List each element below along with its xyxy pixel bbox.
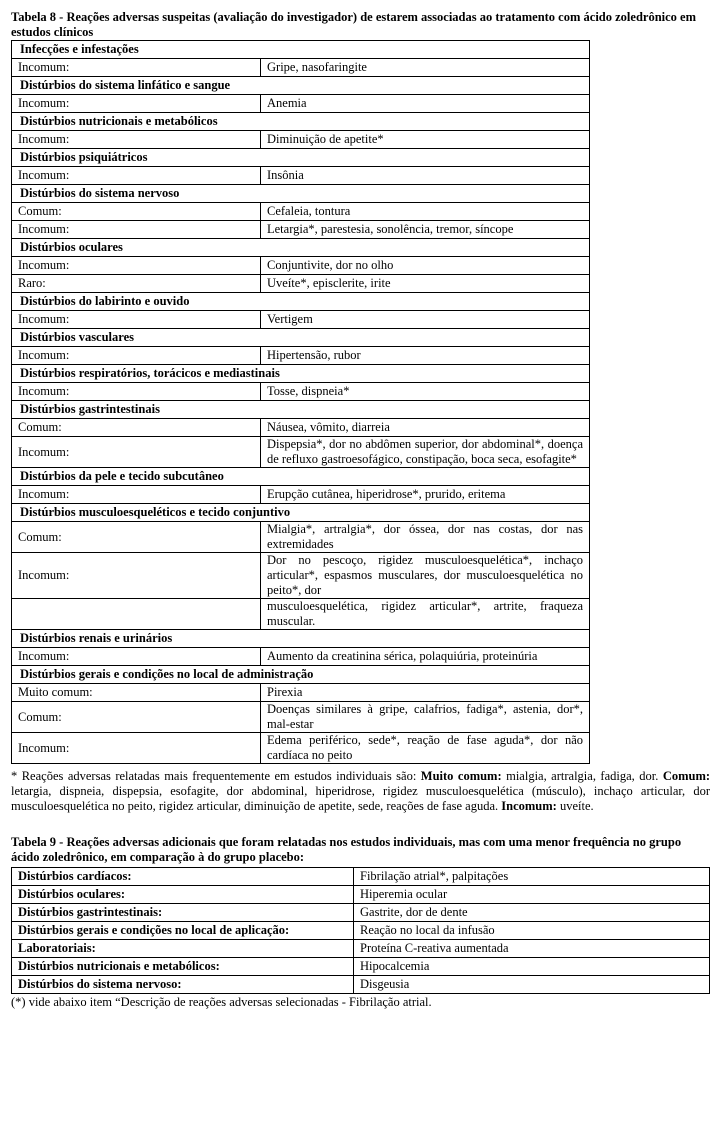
reactions-cell: Vertigem	[261, 311, 590, 329]
note-uncommon-label: Incomum:	[501, 799, 557, 813]
section-header-row	[12, 365, 590, 383]
table9-footnote: (*) vide abaixo item “Descrição de reações adversas selecionadas - Fibrilação atrial.	[11, 995, 432, 1009]
frequency-cell: Incomum:	[12, 167, 261, 185]
table-row	[12, 886, 710, 904]
reactions-cell: Disgeusia	[354, 976, 710, 994]
reactions-cell: Hiperemia ocular	[354, 886, 710, 904]
section-header-row	[12, 149, 590, 167]
table-row	[12, 203, 590, 221]
table-row	[12, 940, 710, 958]
section-header-row	[12, 239, 590, 257]
frequency-cell: Comum:	[12, 522, 261, 553]
reactions-cell: Letargia*, parestesia, sonolência, tremor, síncope	[261, 221, 590, 239]
reactions-cell: Mialgia*, artralgia*, dor óssea, dor nas costas, dor nas extremidades	[261, 522, 590, 553]
section-header-row	[12, 41, 590, 59]
section-title: Distúrbios gerais e condições no local de administração	[12, 666, 590, 684]
table-row	[12, 419, 590, 437]
section-title: Distúrbios do labirinto e ouvido	[12, 293, 590, 311]
frequency-cell: Incomum:	[12, 311, 261, 329]
section-title: Distúrbios gastrintestinais	[12, 401, 590, 419]
section-header-row	[12, 504, 590, 522]
reactions-cell: Hipocalcemia	[354, 958, 710, 976]
category-cell: Distúrbios oculares:	[12, 886, 354, 904]
frequency-cell: Raro:	[12, 275, 261, 293]
table-row	[12, 486, 590, 504]
frequency-cell: Incomum:	[12, 131, 261, 149]
table-row	[12, 311, 590, 329]
table-row	[12, 648, 590, 666]
table-row	[12, 437, 590, 468]
reactions-cell: Edema periférico, sede*, reação de fase aguda*, dor não cardíaca no peito	[261, 733, 590, 764]
frequency-cell: Incomum:	[12, 95, 261, 113]
reactions-cell: Insônia	[261, 167, 590, 185]
table-row	[12, 868, 710, 886]
frequency-cell: Muito comum:	[12, 684, 261, 702]
frequency-cell: Incomum:	[12, 347, 261, 365]
reactions-cell: Anemia	[261, 95, 590, 113]
note-common-text: letargia, dispneia, dispepsia, esofagite, dor abdominal, hiperidrose, rigidez musculoesquelética (músculo), inchaço articular, dor musculoesquelética no peito, rigidez articular, diminuição de apetite, sede, reações de fase aguda.	[11, 784, 710, 813]
table8-caption: Tabela 8 - Reações adversas suspeitas (avaliação do investigador) de estarem associadas ao tratamento com ácido zoledrônico em estudos clínicos	[11, 10, 696, 39]
frequency-cell: Incomum:	[12, 648, 261, 666]
table-row	[12, 131, 590, 149]
frequency-cell: Incomum:	[12, 486, 261, 504]
table-row	[12, 522, 590, 553]
category-cell: Laboratoriais:	[12, 940, 354, 958]
additional-reactions-table	[11, 867, 710, 994]
reactions-cell: musculoesquelética, rigidez articular*, artrite, fraqueza muscular.	[261, 599, 590, 630]
table-row	[12, 347, 590, 365]
section-header-row	[12, 113, 590, 131]
reactions-cell: Conjuntivite, dor no olho	[261, 257, 590, 275]
reactions-cell: Pirexia	[261, 684, 590, 702]
reactions-cell: Reação no local da infusão	[354, 922, 710, 940]
section-header-row	[12, 293, 590, 311]
reactions-cell: Fibrilação atrial*, palpitações	[354, 868, 710, 886]
table-row	[12, 221, 590, 239]
frequency-cell: Incomum:	[12, 383, 261, 401]
section-header-row	[12, 666, 590, 684]
reactions-cell: Aumento da creatinina sérica, polaquiúria, proteinúria	[261, 648, 590, 666]
section-title: Distúrbios oculares	[12, 239, 590, 257]
section-title: Distúrbios renais e urinários	[12, 630, 590, 648]
reactions-cell: Uveíte*, episclerite, irite	[261, 275, 590, 293]
table-row	[12, 958, 710, 976]
section-header-row	[12, 185, 590, 203]
section-title: Distúrbios da pele e tecido subcutâneo	[12, 468, 590, 486]
section-header-row	[12, 630, 590, 648]
frequency-cell: Incomum:	[12, 437, 261, 468]
section-title: Distúrbios nutricionais e metabólicos	[12, 113, 590, 131]
note-very-common-text: mialgia, artralgia, fadiga, dor.	[506, 769, 659, 783]
table-row	[12, 95, 590, 113]
frequency-cell: Incomum:	[12, 733, 261, 764]
reactions-cell: Náusea, vômito, diarreia	[261, 419, 590, 437]
table-row	[12, 59, 590, 77]
reactions-cell: Erupção cutânea, hiperidrose*, prurido, eritema	[261, 486, 590, 504]
note-common-label: Comum:	[662, 769, 711, 783]
section-title: Infecções e infestações	[12, 41, 590, 59]
reactions-cell: Cefaleia, tontura	[261, 203, 590, 221]
reactions-cell: Gastrite, dor de dente	[354, 904, 710, 922]
reactions-cell: Dor no pescoço, rigidez musculoesquelética*, inchaço articular*, espasmos musculares, dor musculoesquelética no peito*, dor	[261, 553, 590, 599]
category-cell: Distúrbios do sistema nervoso:	[12, 976, 354, 994]
document-page	[11, 10, 711, 1010]
note-uncommon-text: uveíte.	[559, 799, 594, 813]
frequency-cell: Incomum:	[12, 257, 261, 275]
note-very-common-label: Muito comum:	[420, 769, 502, 783]
category-cell: Distúrbios nutricionais e metabólicos:	[12, 958, 354, 976]
reactions-cell: Dispepsia*, dor no abdômen superior, dor abdominal*, doença de refluxo gastroesofágico, constipação, boca seca, esofagite*	[261, 437, 590, 468]
table-row	[12, 257, 590, 275]
table-row	[12, 684, 590, 702]
note-intro: * Reações adversas relatadas mais frequentemente em estudos individuais são:	[11, 769, 417, 783]
frequency-cell: Incomum:	[12, 553, 261, 599]
table-row	[12, 976, 710, 994]
category-cell: Distúrbios cardíacos:	[12, 868, 354, 886]
section-title: Distúrbios do sistema nervoso	[12, 185, 590, 203]
table-row	[12, 904, 710, 922]
table-row	[12, 599, 590, 630]
category-cell: Distúrbios gerais e condições no local de aplicação:	[12, 922, 354, 940]
table8-footnote	[11, 769, 710, 814]
reactions-cell: Tosse, dispneia*	[261, 383, 590, 401]
table-row	[12, 922, 710, 940]
section-title: Distúrbios do sistema linfático e sangue	[12, 77, 590, 95]
frequency-cell: Incomum:	[12, 59, 261, 77]
reactions-cell: Gripe, nasofaringite	[261, 59, 590, 77]
section-header-row	[12, 401, 590, 419]
frequency-cell: Comum:	[12, 203, 261, 221]
section-title: Distúrbios respiratórios, torácicos e mediastinais	[12, 365, 590, 383]
reactions-cell: Diminuição de apetite*	[261, 131, 590, 149]
table9-caption: Tabela 9 - Reações adversas adicionais que foram relatadas nos estudos individuais, mas com uma menor frequência no grupo ácido zoledrônico, em comparação à do grupo placebo:	[11, 835, 682, 864]
section-title: Distúrbios psiquiátricos	[12, 149, 590, 167]
adverse-reactions-table	[11, 40, 590, 764]
section-header-row	[12, 77, 590, 95]
table-row	[12, 702, 590, 733]
table-row	[12, 733, 590, 764]
table-row	[12, 553, 590, 599]
table-row	[12, 167, 590, 185]
section-header-row	[12, 468, 590, 486]
section-title: Distúrbios musculoesqueléticos e tecido conjuntivo	[12, 504, 590, 522]
frequency-cell	[12, 599, 261, 630]
frequency-cell: Incomum:	[12, 221, 261, 239]
frequency-cell: Comum:	[12, 702, 261, 733]
reactions-cell: Hipertensão, rubor	[261, 347, 590, 365]
section-title: Distúrbios vasculares	[12, 329, 590, 347]
reactions-cell: Proteína C-reativa aumentada	[354, 940, 710, 958]
section-header-row	[12, 329, 590, 347]
reactions-cell: Doenças similares à gripe, calafrios, fadiga*, astenia, dor*, mal-estar	[261, 702, 590, 733]
table-row	[12, 275, 590, 293]
table-row	[12, 383, 590, 401]
frequency-cell: Comum:	[12, 419, 261, 437]
category-cell: Distúrbios gastrintestinais:	[12, 904, 354, 922]
